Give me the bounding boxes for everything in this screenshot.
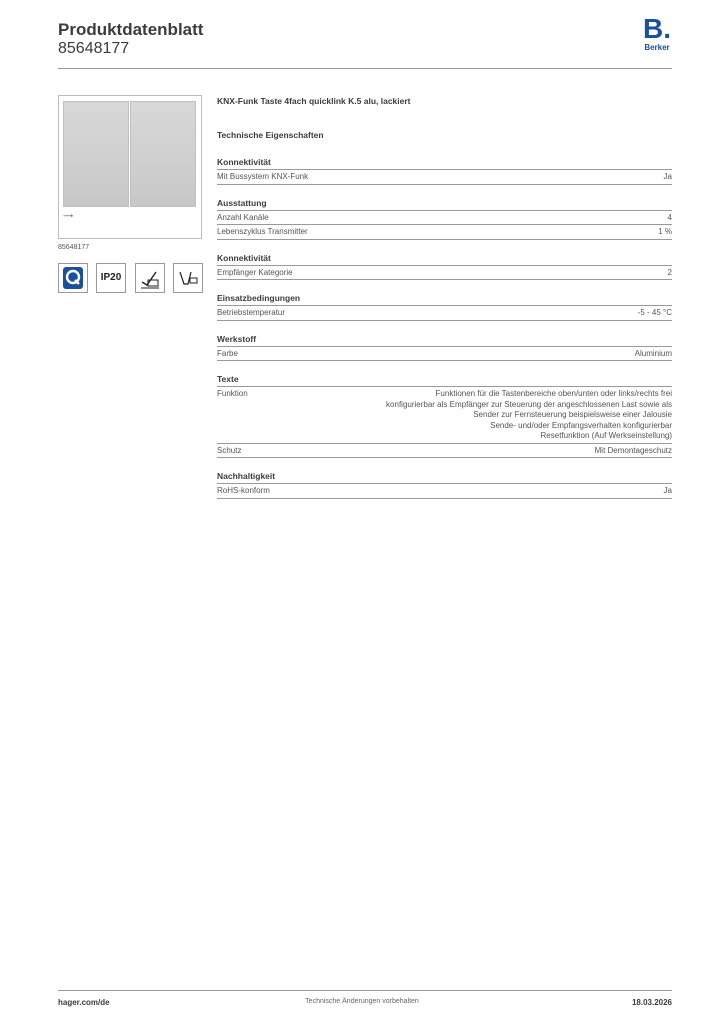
spec-label: Lebenszyklus Transmitter xyxy=(217,227,308,236)
footer-notice: Technische Änderungen vorbehalten xyxy=(305,998,419,1005)
spec-value: 4 xyxy=(667,212,672,222)
product-name: KNX-Funk Taste 4fach quicklink K.5 alu, lackiert xyxy=(217,96,411,106)
header-divider xyxy=(58,68,672,69)
spec-label: Empfänger Kategorie xyxy=(217,267,293,277)
spec-label: Schutz xyxy=(217,445,242,455)
spec-row xyxy=(217,347,672,362)
spec-label: Mit Bussystem KNX-Funk xyxy=(217,172,309,181)
spec-value-line: Funktionen für die Tastenbereiche oben/unten oder links/rechts frei xyxy=(435,389,672,398)
spec-value: Aluminium xyxy=(634,348,672,358)
spec-section xyxy=(217,374,672,458)
spec-value: Ja xyxy=(663,486,672,495)
image-caption: 85648177 xyxy=(58,244,90,251)
mounting-icon xyxy=(173,263,203,293)
spec-value: Mit Demontageschutz xyxy=(594,445,672,455)
footer-divider xyxy=(58,990,672,991)
spec-row xyxy=(217,484,672,499)
spec-value: 2 xyxy=(667,267,672,277)
spec-section xyxy=(217,198,672,240)
section-heading: Werkstoff xyxy=(217,334,672,347)
spec-row xyxy=(217,170,672,185)
section-heading: Ausstattung xyxy=(217,198,672,211)
datasheet-content xyxy=(217,96,672,499)
spec-label: Betriebstemperatur xyxy=(217,308,286,317)
spec-value-line: Sender zur Fernsteuerung beispielsweise einer Jalousie xyxy=(473,410,672,419)
spec-row xyxy=(217,266,672,281)
footer-date: 18.03.2026 xyxy=(631,998,672,1007)
spec-value: Ja xyxy=(663,172,672,181)
spec-section xyxy=(217,334,672,362)
brand-name: Berker xyxy=(644,43,670,52)
spec-section xyxy=(217,471,672,499)
spec-label: Anzahl Kanäle xyxy=(217,212,269,222)
spec-row xyxy=(217,211,672,226)
footer-website[interactable]: hager.com/de xyxy=(58,998,110,1007)
berker-logo xyxy=(640,13,674,52)
spec-row xyxy=(217,225,672,240)
section-heading: Nachhaltigkeit xyxy=(217,471,672,484)
section-heading: Konnektivität xyxy=(217,157,672,170)
spec-value-line: Resetfunktion (Auf Werkseinstellung) xyxy=(540,431,672,440)
spec-section xyxy=(217,293,672,321)
page-title: Produktdatenblatt xyxy=(58,20,204,39)
spec-value-line: konfigurierbar als Empfänger zur Steuerung der angeschlossenen Last sowie als xyxy=(386,399,672,409)
article-number: 85648177 xyxy=(58,40,130,57)
spec-row xyxy=(217,444,672,459)
spec-value-line: Sende- und/oder Empfangsverhalten konfigurierbar xyxy=(490,420,672,430)
spec-value: -5 - 45 °C xyxy=(637,308,672,317)
product-image xyxy=(58,95,202,239)
ip20-icon: IP20 xyxy=(96,263,126,293)
section-heading: Texte xyxy=(217,374,672,387)
rocker-panel-right xyxy=(130,101,196,207)
spec-value: 1 % xyxy=(658,227,672,236)
spec-label: RoHS-konform xyxy=(217,486,270,495)
quality-icon xyxy=(58,263,88,293)
spec-label: Farbe xyxy=(217,348,238,358)
section-heading: Konnektivität xyxy=(217,253,672,266)
brand-mark: B. xyxy=(643,13,671,44)
spec-label: Funktion xyxy=(217,389,248,398)
tech-properties-title: Technische Eigenschaften xyxy=(217,130,324,140)
spec-row xyxy=(217,387,672,444)
spec-row xyxy=(217,306,672,321)
spec-section xyxy=(217,253,672,281)
section-heading: Einsatzbedingungen xyxy=(217,293,672,306)
rocker-panel-left xyxy=(63,101,129,207)
spec-value xyxy=(386,389,672,442)
spec-section xyxy=(217,157,672,185)
arrow-icon: ⟶ xyxy=(63,213,74,220)
installation-icon xyxy=(135,263,165,293)
